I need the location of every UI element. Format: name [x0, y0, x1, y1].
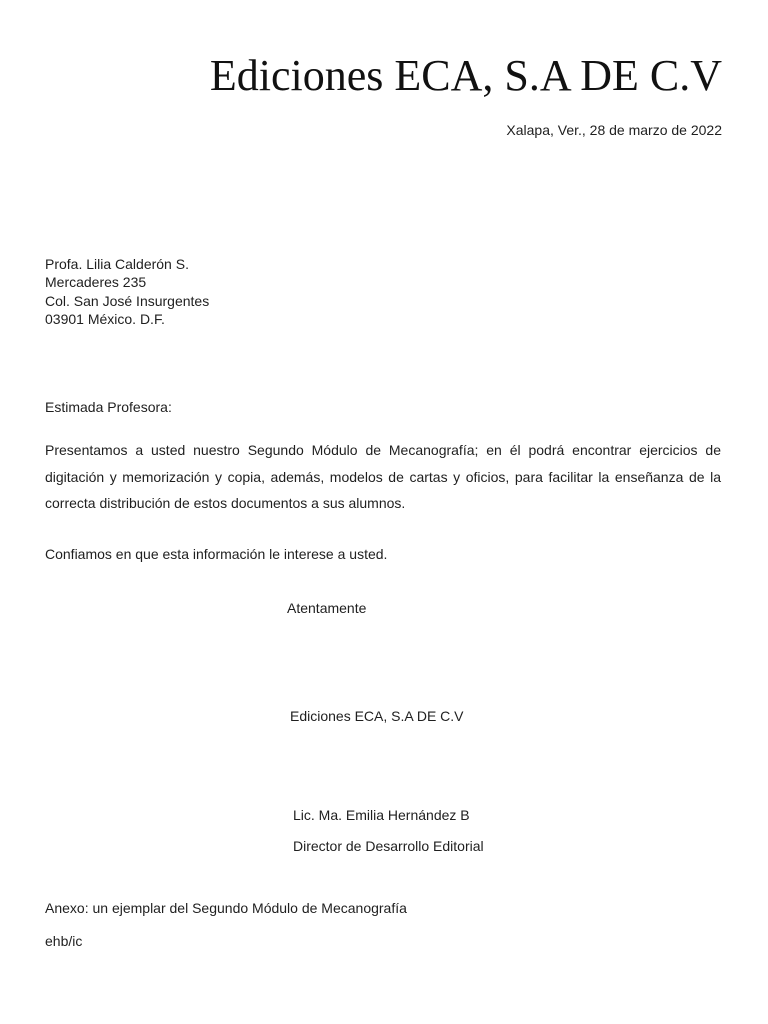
- reference-initials: ehb/ic: [45, 933, 83, 949]
- body-paragraph: Presentamos a usted nuestro Segundo Módulo de Mecanografía; en él podrá encontrar ejercicios de digitación y memorización y copia, además, modelos de cartas y oficios, para facilitar la enseñanza de la correcta distribución de estos documentos a sus alumnos.: [45, 442, 721, 511]
- recipient-street: Mercaderes 235: [45, 274, 147, 291]
- signature-title: Director de Desarrollo Editorial: [293, 838, 484, 854]
- signature-name: Lic. Ma. Emilia Hernández B: [293, 807, 470, 823]
- valediction: Atentamente: [287, 600, 367, 616]
- signature-company: Ediciones ECA, S.A DE C.V: [290, 708, 464, 724]
- closing-sentence: Confiamos en que esta información le interese a usted.: [45, 546, 388, 562]
- salutation: Estimada Profesora:: [45, 399, 172, 415]
- recipient-name: Profa. Lilia Calderón S.: [45, 256, 189, 272]
- recipient-city: 03901 México. D.F.: [45, 310, 165, 327]
- recipient-address-block: [45, 255, 209, 328]
- annex-note: Anexo: un ejemplar del Segundo Módulo de Mecanografía: [45, 900, 407, 916]
- letterhead-title: Ediciones ECA, S.A DE C.V: [209, 51, 722, 100]
- recipient-neighborhood: Col. San José Insurgentes: [45, 292, 210, 309]
- date-line: Xalapa, Ver., 28 de marzo de 2022: [506, 122, 722, 138]
